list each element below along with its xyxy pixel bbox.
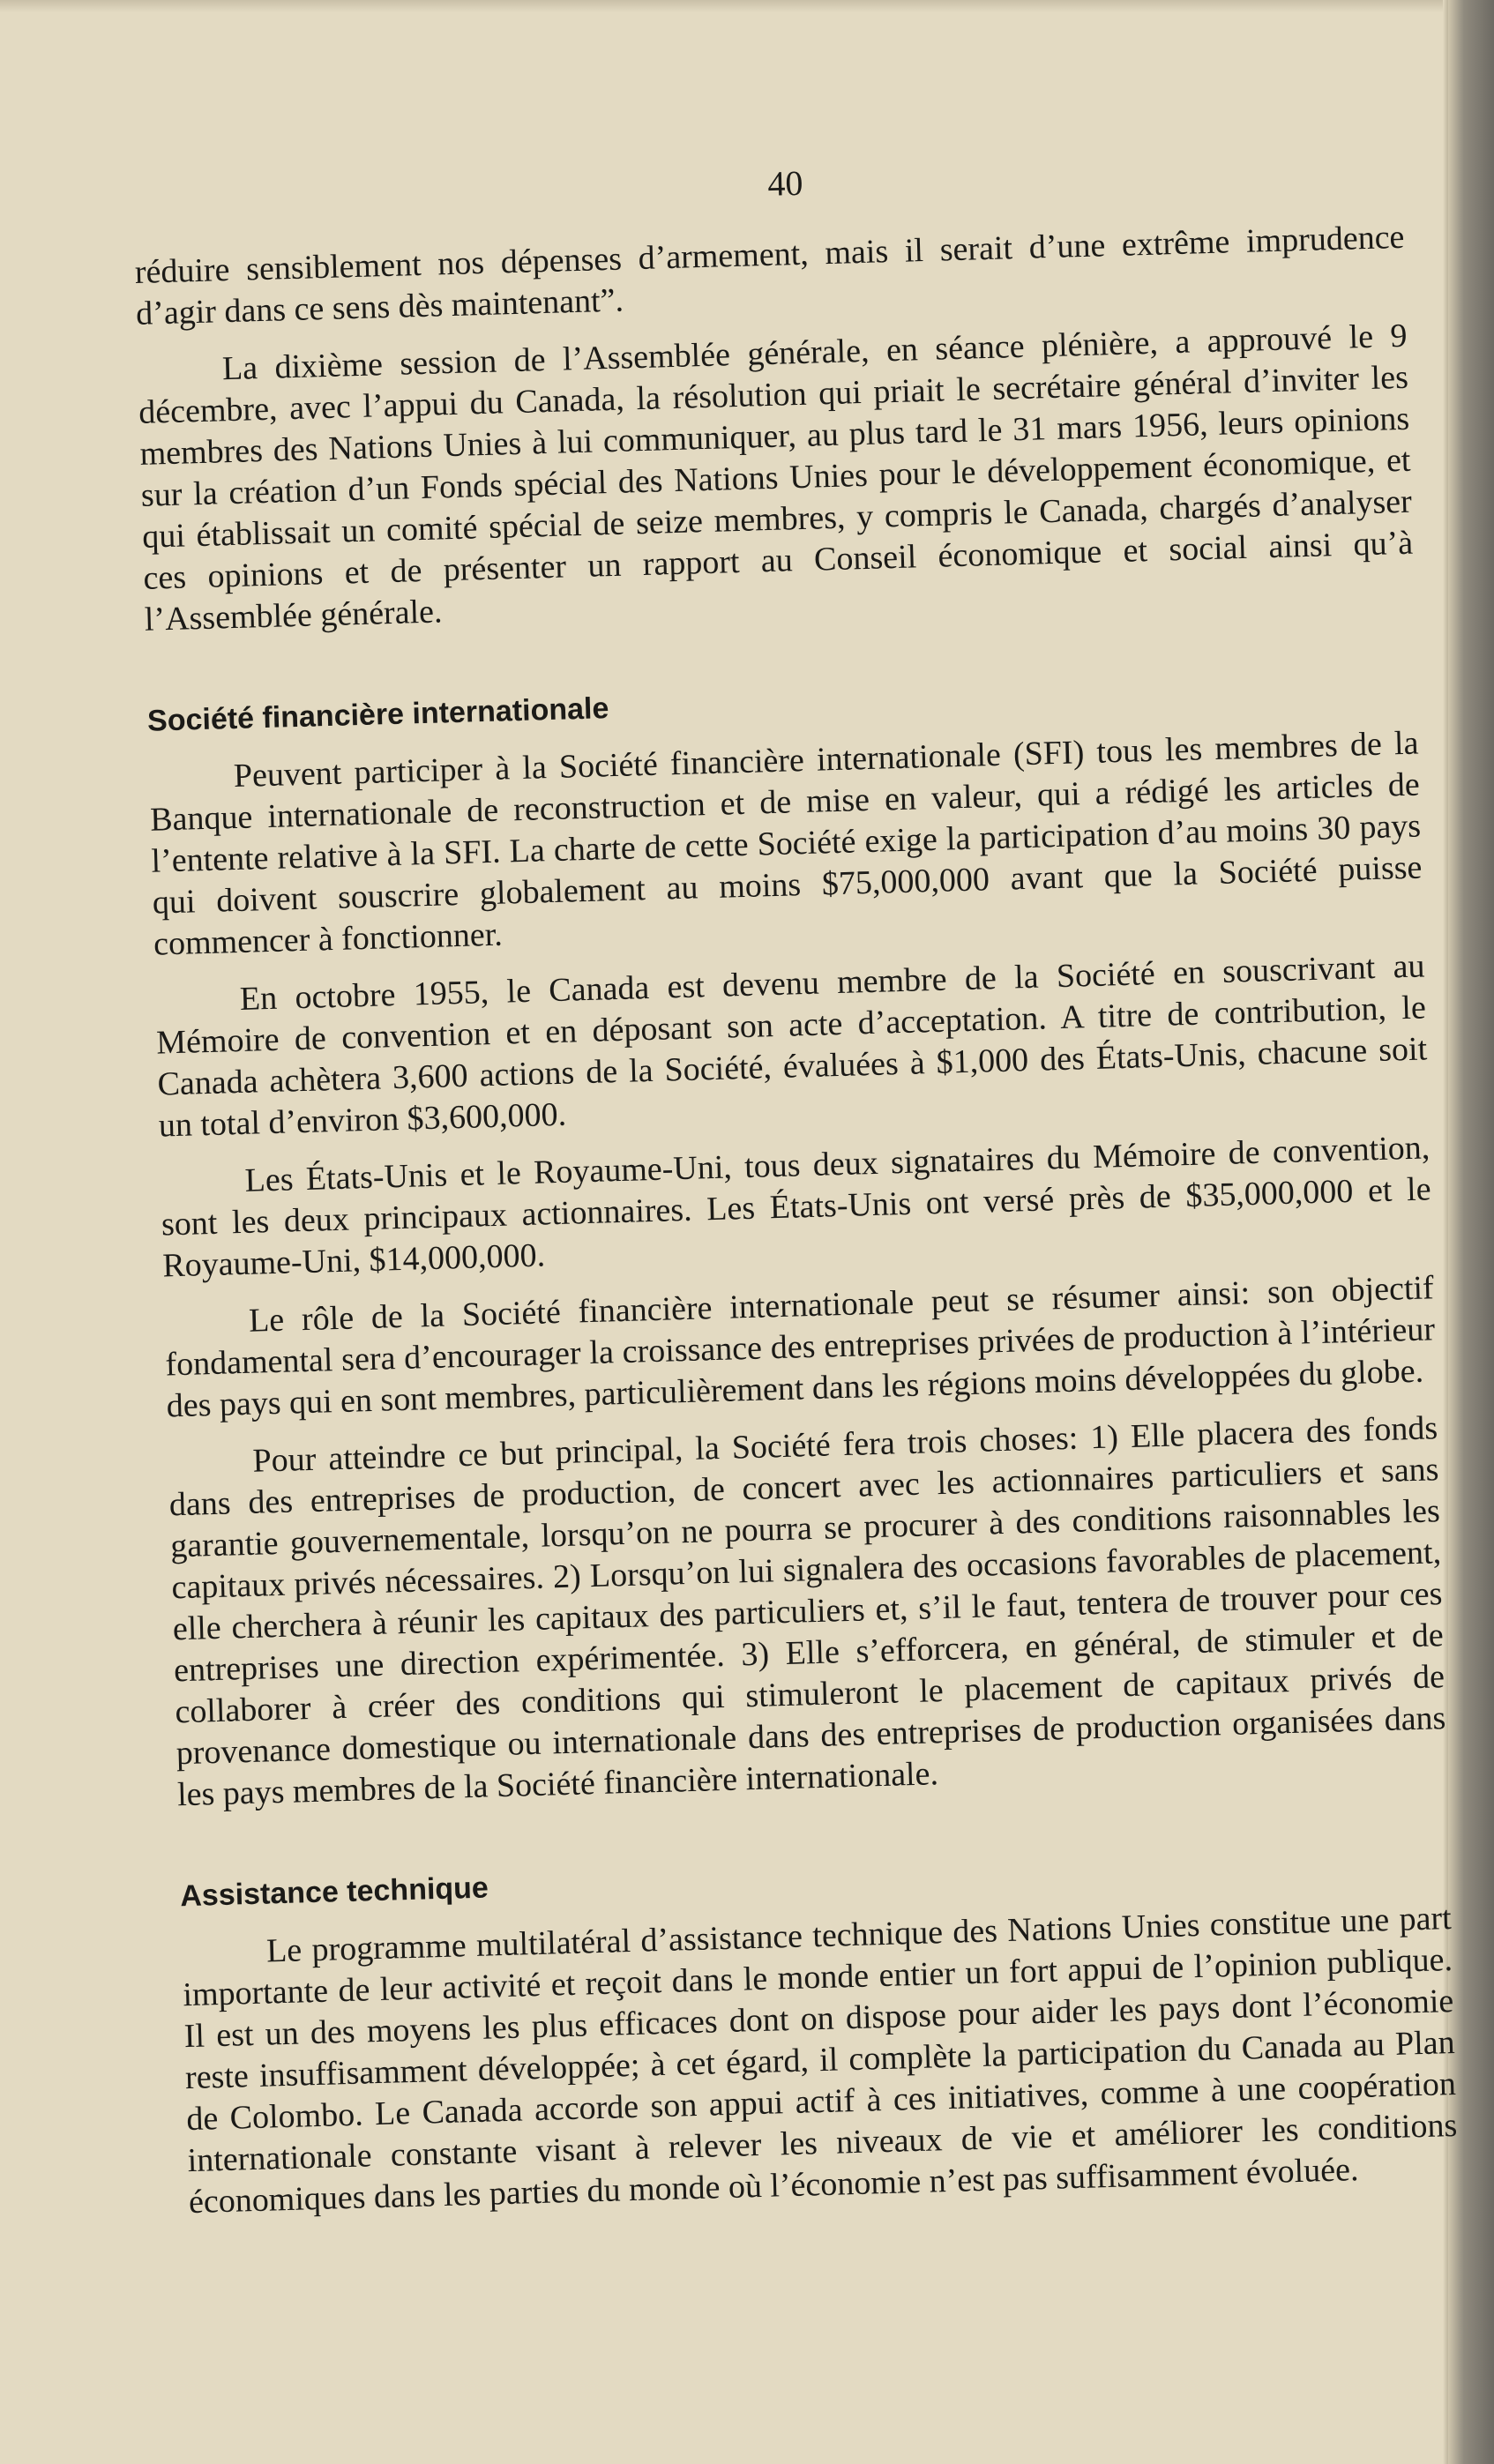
heading-sfi: Société financière internationale — [146, 691, 609, 738]
paragraph-sfi-4: Le rôle de la Société financière internationale peut se résumer ainsi: son objectif fondamental sera d’encourager la croissance des entreprises privées de production à l’intérieur des pays qui en sont membres, particulièrement dans les régions moins développées du globe. — [164, 1269, 1436, 1425]
paragraph-sfi-3: Les États-Unis et le Royaume-Uni, tous deux signataires du Mémoire de convention, sont les deux principaux actionnaires. Les États-Unis ont versé près de $35,000,000 et le Royaume-Uni, $14,000,000. — [161, 1129, 1432, 1285]
page-content — [132, 146, 1460, 2239]
paragraph-continuation: réduire sensiblement nos dépenses d’armement, mais il serait d’une extrême imprudence d’agir dans ce sens dès maintenant”. — [134, 218, 1405, 332]
page-number: 40 — [766, 162, 803, 204]
paragraph-assemblee: La dixième session de l’Assemblée générale, en séance plénière, a approuvé le 9 décembre, avec l’appui du Canada, la résolution qui priait le secrétaire général d’inviter les membres des Nations Unies à lui communiquer, au plus tard le 31 mars 1956, leurs opinions sur la création d’un Fonds spécial des Nations Unies pour le développement économique, et qui établissait un comité spécial de seize membres, y compris le Canada, chargés d’analyser ces opinions et de présenter un rapport au Conseil économique et social ainsi qu’à l’Assemblée générale. — [138, 317, 1414, 638]
paragraph-sfi-2: En octobre 1955, le Canada est devenu membre de la Société en souscrivant au Mémoire de convention et en déposant son acte d’acceptation. A titre de contribution, le Canada achètera 3,600 actions de la Société, évaluées à $1,000 des États-Unis, chacune soit un total d’environ $3,600,000. — [155, 947, 1428, 1145]
top-edge-shadow — [0, 0, 1446, 12]
paragraph-assistance-1: Le programme multilatéral d’assistance technique des Nations Unies constitue une part importante de leur activité et reçoit dans le monde entier un fort appui de l’opinion publique. Il est un des moyens les plus efficaces dont on dispose pour aider les pays dont l’économie reste insuffisamment développée; à cet égard, il complète la participation du Canada au Plan de Colombo. Le Canada accorde son appui actif à ces initiatives, comme à une coopération internationale constante visant à relever les niveaux de vie et améliorer les conditions économiques dans les parties du monde où l’économie n’est pas suffisamment évoluée. — [182, 1900, 1458, 2221]
heading-assistance-technique: Assistance technique — [179, 1870, 489, 1914]
paragraph-sfi-1: Peuvent participer à la Société financière internationale (SFI) tous les membres de la Banque internationale de reconstruction et de mise en valeur, qui a rédigé les articles de l’entente relative à la SFI. La charte de cette Société exige la participation d’au moins 30 pays qui doivent souscrire globalement au moins $75,000,000 avant que la Société puisse commencer à fonctionner. — [149, 724, 1423, 963]
paragraph-sfi-5: Pour atteindre ce but principal, la Société fera trois choses: 1) Elle placera des fonds dans des entreprises de production, de concert avec les actionnaires particuliers et sans garantie gouvernementale, lorsqu’on ne pourra se procurer à des conditions raisonnables les capitaux privés nécessaires. 2) Lorsqu’on lui signalera des occasions favorables de placement, elle cherchera à réunir les capitaux des particuliers et, s’il le faut, tentera de trouver pour ces entreprises une direction expérimentée. 3) Elle s’efforcera, en général, de stimuler et de collaborer à créer des conditions qui stimuleront le placement de capitaux privés de provenance domestique ou internationale dans des entreprises de production organisées dans les pays membres de la Société financière internationale. — [168, 1409, 1446, 1814]
